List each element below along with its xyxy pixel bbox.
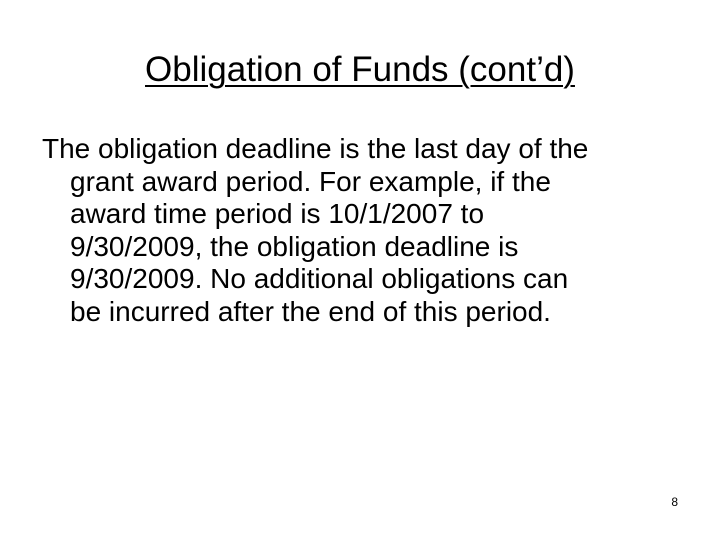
body-line: grant award period. For example, if the	[70, 165, 551, 197]
body-line: 9/30/2009. No additional obligations can	[70, 263, 569, 294]
body-paragraph	[42, 133, 692, 328]
body-line: award time period is 10/1/2007 to	[70, 198, 485, 229]
slide-number: 8	[671, 495, 678, 509]
body-line: The obligation deadline is the last day of the	[42, 133, 589, 164]
body-line: be incurred after the end of this period.	[70, 295, 551, 327]
body-line: 9/30/2009, the obligation deadline is	[70, 230, 519, 262]
slide-title: Obligation of Funds (cont’d)	[145, 50, 575, 89]
